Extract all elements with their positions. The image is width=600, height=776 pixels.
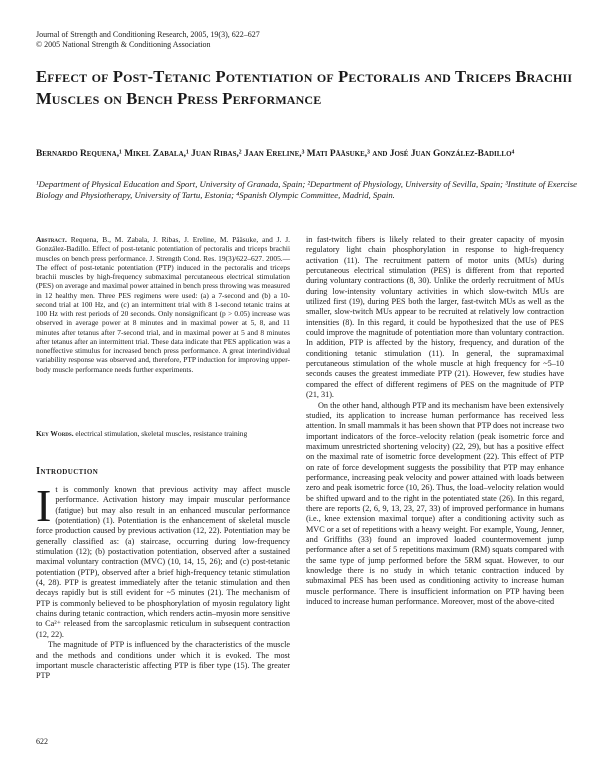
article-title: Effect of Post-Tetanic Potentiation of Pectoralis and Triceps Brachii Muscles on Bench Press Performance — [36, 67, 573, 108]
left-column-body — [36, 480, 290, 682]
abstract — [36, 235, 290, 374]
drop-cap: I — [36, 480, 52, 531]
introduction-heading: Introduction — [36, 466, 99, 477]
intro-paragraph-1 — [36, 480, 290, 640]
keywords-text: electrical stimulation, skeletal muscles, resistance training — [75, 429, 248, 438]
journal-citation: Journal of Strength and Conditioning Research, 2005, 19(3), 622–627 — [36, 30, 260, 39]
right-paragraph-1: in fast-twitch fibers is likely related to their greater capacity of myosin regulatory light chain phosphorylation in response to high-frequency activation (11). The recruitment pattern of motor units (MUs) during percutaneous electrical stimulation (PES) is different from that reported during voluntary contractions (8, 30). Unlike the orderly recruitment of MUs during low-intensity voluntary activities in which slow-twitch MUs are utilized first (19), during PES both the larger, fast-twitch MUs as well as the smaller, slow-twitch MUs appear to be recruited at relatively low contraction intensities (8). In this regard, it could be hypothesized that the use of PES could improve the magnitude of potentiation more than voluntary contraction. In addition, PTP is affected by the history, frequency, and duration of the conditioning tetanic stimulation (11). In general, the supramaximal percutaneous stimulation of the whole muscle at high frequency for ~5–10 seconds causes the greatest immediate PTP (21). However, few studies have compared the effect of different regimens of PES on the magnitude of PTP (21, 31). — [306, 235, 564, 400]
right-column-body — [306, 235, 564, 607]
affiliations: ¹Department of Physical Education and Sport, University of Granada, Spain; ²Department of Physiology, University of Sevilla, Spain; ³Institute of Exercise Biology and Physiotherapy, University of Tartu, Estonia; ⁴Spanish Olympic Committee, Madrid, Spain. — [36, 179, 577, 201]
intro-paragraph-2: The magnitude of PTP is influenced by the characteristics of the muscle and the methods and conditions under which it is evoked. The most important muscle characteristic affecting PTP is fiber type (15). The greater PTP — [36, 640, 290, 681]
journal-header — [36, 30, 556, 50]
journal-copyright: © 2005 National Strength & Conditioning Association — [36, 40, 211, 49]
abstract-label: Abstract. — [36, 235, 67, 244]
right-paragraph-2: On the other hand, although PTP and its mechanism have been extensively studied, its application to increase human performance has received less attention. In small mammals it has been shown that PTP does not increase two important indicators of the force–velocity relation (peak isometric force and maximum unrestricted shortening velocity) (22, 29), but has a positive effect on the maximal rate of isometric force development (22). This effect of PTP on rate of force development suggests the possibility that PTP may enhance performance, increasing peak velocity and power attained with loads between zero and peak isometric force (10, 26). Thus, the load–velocity relation would be shifted upward and to the right in the potentiated state (26). In this regard, there are reports (2, 6, 9, 13, 23, 27, 33) of improved performance in humans (i.e., knee extension maximal torque) after a conditioning activity such as MVC or a set of repetitions with a heavy weight. For example, Young, Jenner, and Griffiths (33) found an improved loaded countermovement jump performance after a set of 5 repetitions maximum (RM) squats compared with the same type of jump performed before the 5RM squat. However, to our knowledge there is no study in which tetanic contraction induced by submaximal PES has been used as conditioning activity to increase human muscle performance. There is insufficient information on PTP having been induced to increase human performance. Moreover, most of the above-cited — [306, 400, 564, 607]
author-list: Bernardo Requena,¹ Mikel Zabala,¹ Juan Ribas,² Jaan Ereline,³ Mati Pääsuke,³ and José Juan González-Badillo⁴ — [36, 149, 515, 159]
keywords — [36, 429, 290, 438]
page-number: 622 — [36, 737, 48, 746]
abstract-text: Requena, B., M. Zabala, J. Ribas, J. Ereline, M. Pääsuke, and J. J. González-Badillo. Effect of post-tetanic potentiation of pectoralis and triceps brachii muscles on bench press performance. J. Strength Cond. Res. 19(3)/622–627. 2005.—The effect of post-tetanic potentiation (PTP) induced in the pectoralis and triceps brachii muscles by high-frequency submaximal percutaneous electrical stimulation (PES) on average and maximal power attained in bench press throwing was measured in 12 healthy men. Three PES regimens were used: (a) a 7-second and (b) a 10-second trial at 100 Hz, and (c) an intermittent trial with 8 1-second tetanic trains at 100 Hz with rest periods of 20 seconds. Only nonsignificant (p > 0.05) increase was observed in average power at 8 minutes and in maximal power at 5, 8, and 11 minutes after tetanus after 7-second trial, and in maximal power at 5 and 8 minutes after tetanus after an intermittent trial. These data indicate that PES application was a noneffective stimulus for increased bench press performance. A great interindividual variability response was observed and, therefore, PTP induction for improving upper-body muscle performance needs further experiments. — [36, 235, 290, 374]
intro-paragraph-1-text: t is commonly known that previous activity may affect muscle performance. Activation history may impair muscular performance (fatigue) but may also result in an enhanced muscular performance (potentiation) (1). Potentiation is the enhancement of skeletal muscle force production caused by previous activation (12, 22). Potentiation may be generally classified as: (a) staircase, occurring during low-frequency stimulation (12); (b) postactivation potentiation, observed after a sustained maximal voluntary contraction (MVC) (10, 14, 15, 26); and (c) post-tetanic potentiation (PTP), observed after a brief high-frequency tetanic stimulation (4, 28). PTP is greatest immediately after the tetanic stimulation and then decays rapidly but is still evident for ~5 minutes (21). The mechanism of PTP is commonly believed to be phosphorylation of myosin regulatory light chains during tetanic contraction, which renders actin–myosin more sensitive to Ca²⁺ released from the sarcoplasmic reticulum in subsequent contraction (12, 22). — [36, 485, 290, 639]
keywords-label: Key Words. — [36, 429, 74, 438]
